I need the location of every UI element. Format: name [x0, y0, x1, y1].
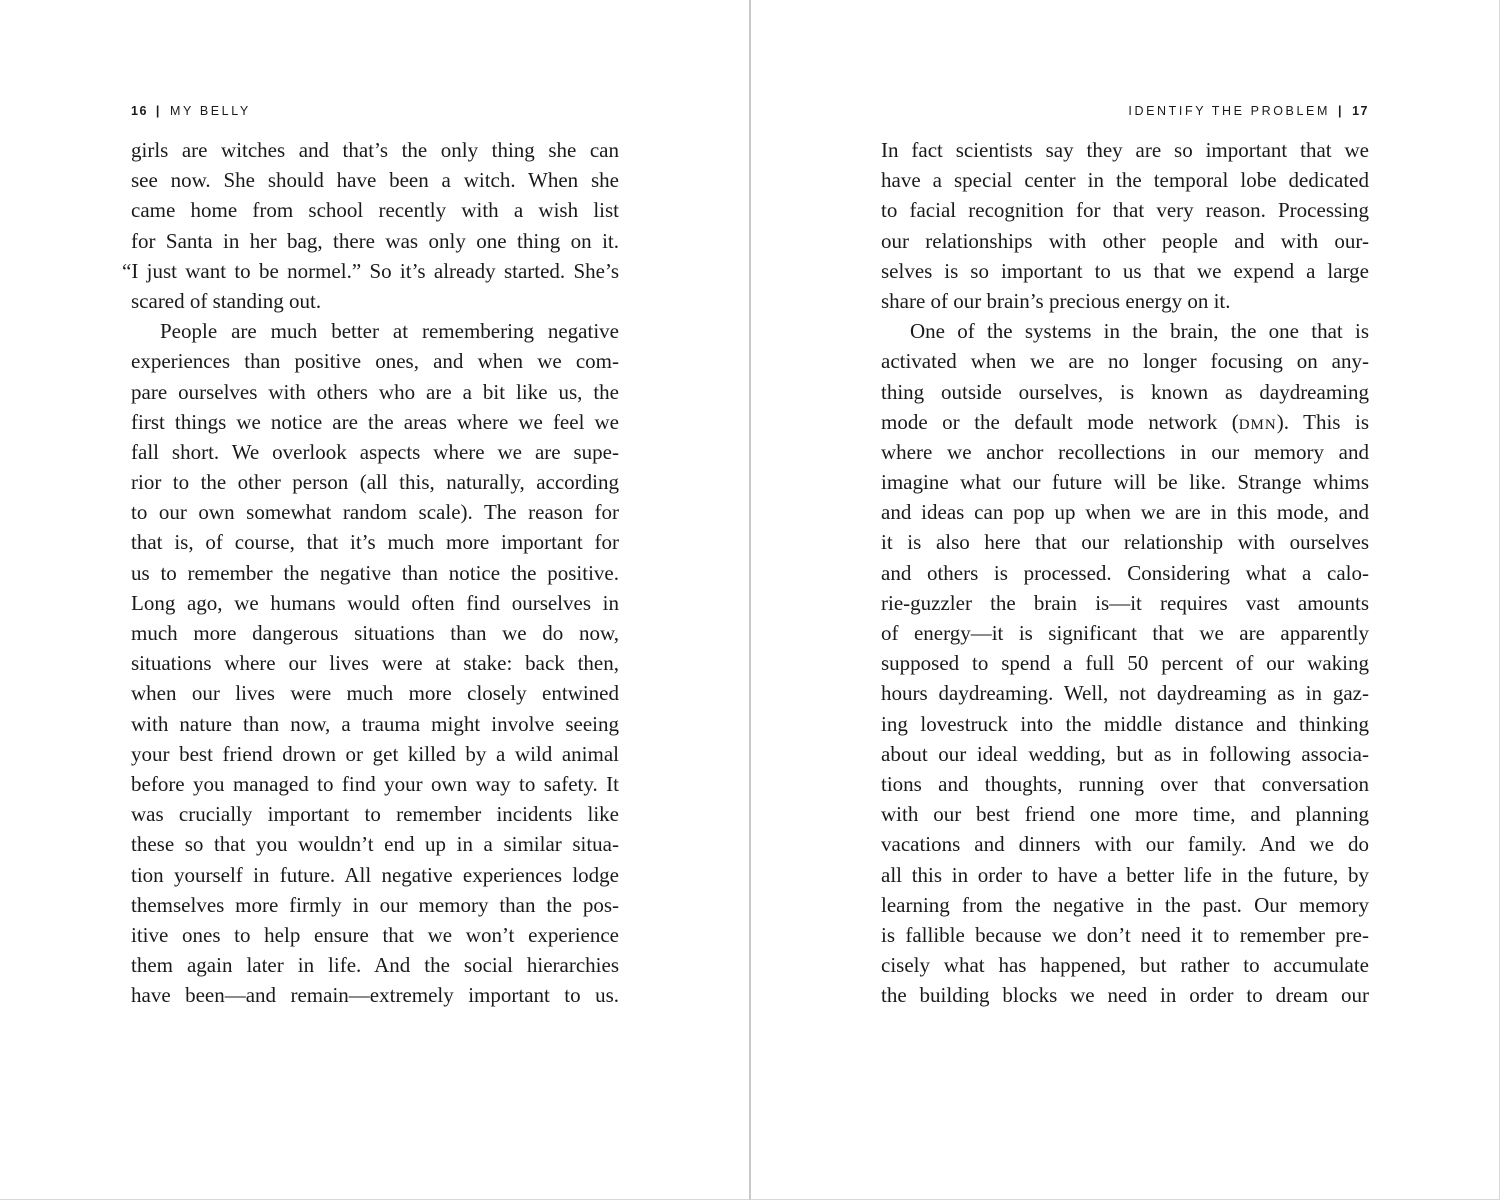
text-line: first things we notice are the areas where we feel we — [131, 409, 619, 434]
right-page — [751, 0, 1500, 1200]
text-line: share of our brain’s precious energy on it. — [881, 288, 1231, 313]
text-line: with nature than now, a trauma might involve seeing — [131, 711, 619, 736]
text-line: of energy—it is significant that we are apparently — [881, 621, 1369, 645]
text-line: “I just want to be normel.” So it’s already started. She’s — [122, 258, 619, 283]
left-page-text — [122, 135, 619, 1010]
text-line: your best friend drown or get killed by a wild animal — [131, 741, 619, 766]
left-page-number: 16 — [131, 104, 148, 118]
text-line: to our own somewhat random scale). The reason for — [131, 500, 619, 525]
text-line: to facial recognition for that very reason. Processing — [881, 198, 1369, 223]
text-line: tions and thoughts, running over that conversation — [881, 771, 1369, 796]
left-page — [0, 0, 749, 1200]
text-line: is fallible because we don’t need it to remember pre- — [881, 922, 1369, 947]
text-line: it is also here that our relationship with ourselves — [881, 530, 1369, 555]
right-running-title: IDENTIFY THE PROBLEM — [1128, 104, 1330, 118]
text-line: rie-guzzler the brain is—it requires vast amounts — [881, 590, 1369, 615]
text-line: these so that you wouldn’t end up in a similar situa- — [131, 832, 619, 857]
text-line: themselves more firmly in our memory than the pos- — [131, 892, 619, 917]
text-line: activated when we are no longer focusing on any- — [881, 349, 1369, 374]
text-line: People are much better at remembering negative — [160, 319, 619, 344]
right-running-head — [1128, 104, 1369, 118]
text-line: that is, of course, that it’s much more important for — [131, 530, 619, 555]
text-line: and ideas can pop up when we are in this mode, and — [881, 500, 1369, 525]
text-line: have a special center in the temporal lobe dedicated — [881, 168, 1369, 193]
text-line: hours daydreaming. Well, not daydreaming as in gaz- — [881, 681, 1369, 706]
text-line: our relationships with other people and with our- — [881, 228, 1369, 253]
text-line: with our best friend one more time, and planning — [881, 802, 1369, 827]
text-line: much more dangerous situations than we do now, — [131, 621, 619, 645]
text-line: selves is so important to us that we expend a large — [881, 258, 1369, 283]
text-line: scared of standing out. — [131, 288, 322, 313]
text-line: itive ones to help ensure that we won’t experience — [131, 922, 619, 947]
text-line: us to remember the negative than notice the positive. — [131, 560, 619, 585]
text-line: see now. She should have been a witch. When she — [131, 168, 619, 193]
text-line: Long ago, we humans would often find ourselves in — [131, 590, 619, 615]
right-page-number: 17 — [1352, 104, 1369, 118]
text-line: girls are witches and that’s the only thing she can — [131, 138, 619, 162]
running-head-separator: | — [1337, 104, 1345, 118]
left-running-head — [131, 104, 251, 118]
text-line: pare ourselves with others who are a bit like us, the — [131, 379, 619, 404]
text-line: for Santa in her bag, there was only one thing on it. — [131, 228, 619, 253]
running-head-separator: | — [155, 104, 163, 118]
text-line: vacations and dinners with our family. And we do — [881, 832, 1369, 857]
text-line: learning from the negative in the past. Our memory — [881, 892, 1369, 917]
text-line: mode or the default mode network (dmn). This is — [881, 409, 1369, 434]
text-line: have been—and remain—extremely important to us. — [131, 983, 619, 1008]
text-line: about our ideal wedding, but as in following associa- — [881, 741, 1369, 766]
text-line: was crucially important to remember incidents like — [131, 802, 619, 827]
text-line: all this in order to have a better life in the future, by — [881, 862, 1369, 887]
text-line: situations where our lives were at stake: back then, — [131, 651, 619, 676]
text-line: rior to the other person (all this, naturally, according — [131, 470, 619, 495]
text-line: In fact scientists say they are so important that we — [881, 138, 1369, 162]
text-line: before you managed to find your own way to safety. It — [131, 771, 619, 796]
text-line: when our lives were much more closely entwined — [131, 681, 619, 706]
text-line: ing lovestruck into the middle distance and thinking — [881, 711, 1369, 736]
text-line: came home from school recently with a wish list — [131, 198, 619, 223]
text-line: tion yourself in future. All negative experiences lodge — [131, 862, 619, 887]
text-line: experiences than positive ones, and when we com- — [131, 349, 619, 374]
right-page-text — [881, 135, 1369, 1010]
dmn-abbreviation: dmn — [1238, 409, 1277, 434]
text-line: One of the systems in the brain, the one that is — [910, 319, 1369, 344]
text-line: imagine what our future will be like. Strange whims — [881, 470, 1369, 495]
text-line: thing outside ourselves, is known as daydreaming — [881, 379, 1369, 404]
left-running-title: MY BELLY — [170, 104, 251, 118]
text-line: cisely what has happened, but rather to accumulate — [881, 953, 1369, 978]
text-line: fall short. We overlook aspects where we are supe- — [131, 439, 619, 464]
text-line: and others is processed. Considering what a calo- — [881, 560, 1369, 585]
text-line: the building blocks we need in order to dream our — [881, 983, 1369, 1008]
text-line: supposed to spend a full 50 percent of our waking — [881, 651, 1369, 676]
text-line: where we anchor recollections in our memory and — [881, 439, 1369, 464]
text-line: them again later in life. And the social hierarchies — [131, 953, 619, 978]
